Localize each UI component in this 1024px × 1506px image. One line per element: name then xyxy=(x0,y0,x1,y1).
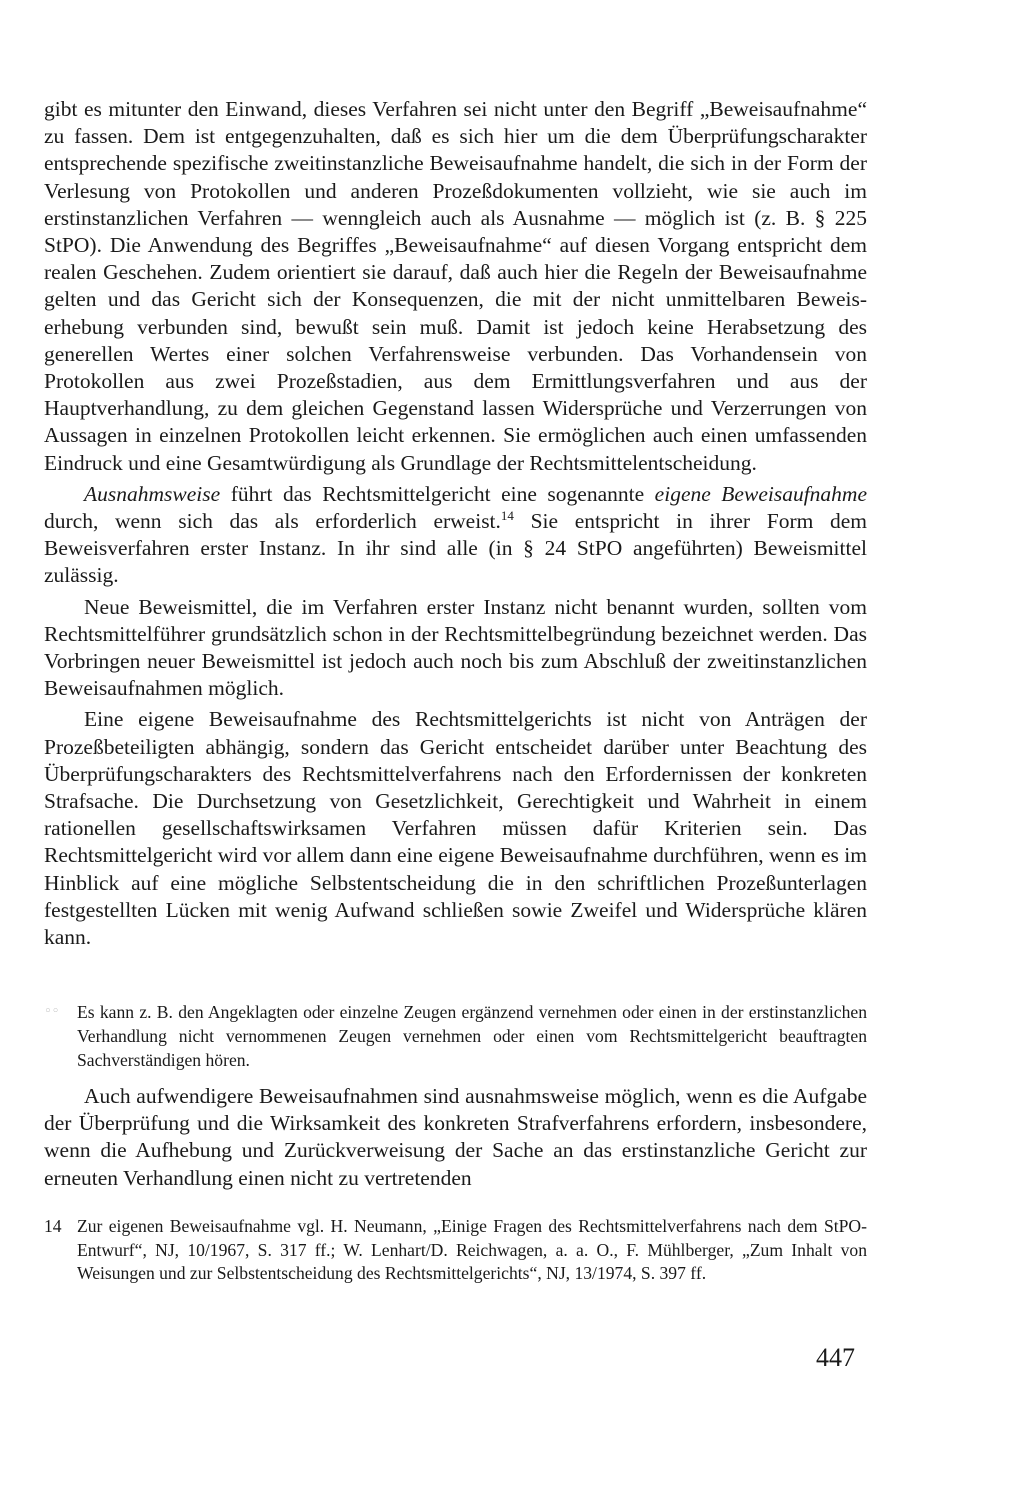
page-number: 447 xyxy=(816,1343,855,1372)
italic-term-eigene-beweisaufnahme: eigene Beweisaufnahme xyxy=(654,481,867,506)
main-text-block xyxy=(44,96,867,951)
italic-term-ausnahmsweise: Ausnahmsweise xyxy=(84,481,221,506)
paragraph-2-part-3: Sie entspricht in ihrer Form dem Beweisverfahren erster Instanz. In ihr sind alle (in § 24 StPO angeführten) Beweismittel zulässig. xyxy=(44,509,868,588)
footnote-14 xyxy=(44,1215,867,1286)
margin-mark-icon: ◦◦ xyxy=(44,1004,60,1019)
small-print-note xyxy=(44,1000,867,1072)
paragraph-4: Eine eigene Beweisaufnahme des Rechtsmittelgerichts ist nicht von Anträgen der Prozeßbeteiligten abhängig, sondern das Gericht entscheidet darüber unter Beachtung des Überprüfungscharakters des Rechtsmittelverfahrens nach den Erfordernissen der konkreten Strafsache. Die Durchsetzung von Gesetzlichkeit, Gerechtigkeit und Wahrheit in einem rationellen gesellschaftswirksamen Verfahren müssen dafür Kriterien sein. Das Rechtsmittelgericht wird vor allem dann eine eigene Beweisaufnahme durchführen, wenn es im Hinblick auf eine mögliche Selbstentscheidung die in den schriftlichen Prozeßunterlagen festgestellten Lücken mit wenig Aufwand schließen sowie Zweifel und Widersprüche klären kann. xyxy=(44,707,867,950)
footnote-number: 14 xyxy=(44,1216,62,1236)
paragraph-1: gibt es mitunter den Einwand, dieses Verfahren sei nicht unter den Begriff „Beweisaufnahme“ zu fassen. Dem ist entgegenzuhalten, daß es sich hier um die dem Überprüfungscharakter entsprechende spezifische zweitinstanzliche Beweisaufnahme handelt, die sich in der Form der Verlesung von Protokollen und anderen Prozeßdokumenten vollzieht, wie sie auch im erstinstanzlichen Verfahren — wenngleich auch als Ausnahme — möglich ist (z. B. § 225 StPO). Die Anwendung des Begriffes „Beweisaufnahme“ auf diesen Vorgang entspricht dem realen Geschehen. Zudem orientiert sie darauf, daß auch hier die Regeln der Beweisaufnahme gelten und das Gericht sich der Konsequenzen, die mit der nicht unmittelbaren Beweiserhebung verbunden sind, bewußt sein muß. Damit ist jedoch keine Herabsetzung des generellen Wertes einer solchen Verfahrensweise verbunden. Das Vorhandensein von Protokollen aus zwei Prozeßstadien, aus dem Ermittlungsverfahren und aus der Hauptverhandlung, zu dem gleichen Gegenstand lassen Widersprüche und Verzerrungen von Aussagen in einzelnen Protokollen leicht erkennen. Sie ermöglichen auch einen umfassenden Eindruck und eine Gesamtwürdigung als Grundlage der Rechtsmittelentscheidung. xyxy=(44,97,867,475)
footnote-text: Zur eigenen Beweisaufnahme vgl. H. Neumann, „Einige Fragen des Rechtsmittelverfahrens nach dem StPO-Entwurf“, NJ, 10/1967, S. 317 ff.; W. Lenhart/D. Reichwagen, a. a. O., F. Mühlberger, „Zum Inhalt von Weisungen und zur Selbstentscheidung des Rechtsmittelgerichts“, NJ, 13/1974, S. 397 ff. xyxy=(77,1216,867,1283)
paragraph-2-part-1: führt das Rechtsmittelgericht eine sogenannte xyxy=(220,481,655,506)
continuation-text-block xyxy=(44,1083,867,1192)
paragraph-3: Neue Beweismittel, die im Verfahren erster Instanz nicht benannt wurden, sollten vom Rechtsmittelführer grundsätzlich schon in der Rechtsmittelbegründung bezeichnet werden. Das Vorbringen neuer Beweismittel ist jedoch auch noch bis zum Abschluß der zweitinstanzlichen Beweisaufnahmen möglich. xyxy=(44,594,867,701)
paragraph-2 xyxy=(44,481,867,590)
paragraph-2-part-2: durch, wenn sich das als erforderlich erweist. xyxy=(44,509,501,534)
paragraph-5: Auch aufwendigere Beweisaufnahmen sind ausnahmsweise möglich, wenn es die Aufgabe der Überprüfung und die Wirksamkeit des konkreten Strafverfahrens erfordern, insbesondere, wenn die Aufhebung und Zurückverweisung der Sache an das erstinstanzliche Gericht zur erneuten Verhandlung einen nicht zu vertretenden xyxy=(44,1084,867,1190)
small-print-text: Es kann z. B. den Angeklagten oder einzelne Zeugen ergänzend vernehmen oder einen in der erstinstanzlichen Verhandlung nicht vernommenen Zeugen vernehmen oder einen vom Rechtsmittelgericht beauftragten Sachverständigen hören. xyxy=(77,1002,867,1070)
small-print-row xyxy=(44,1000,867,1072)
footnote-reference: 14 xyxy=(500,508,514,524)
